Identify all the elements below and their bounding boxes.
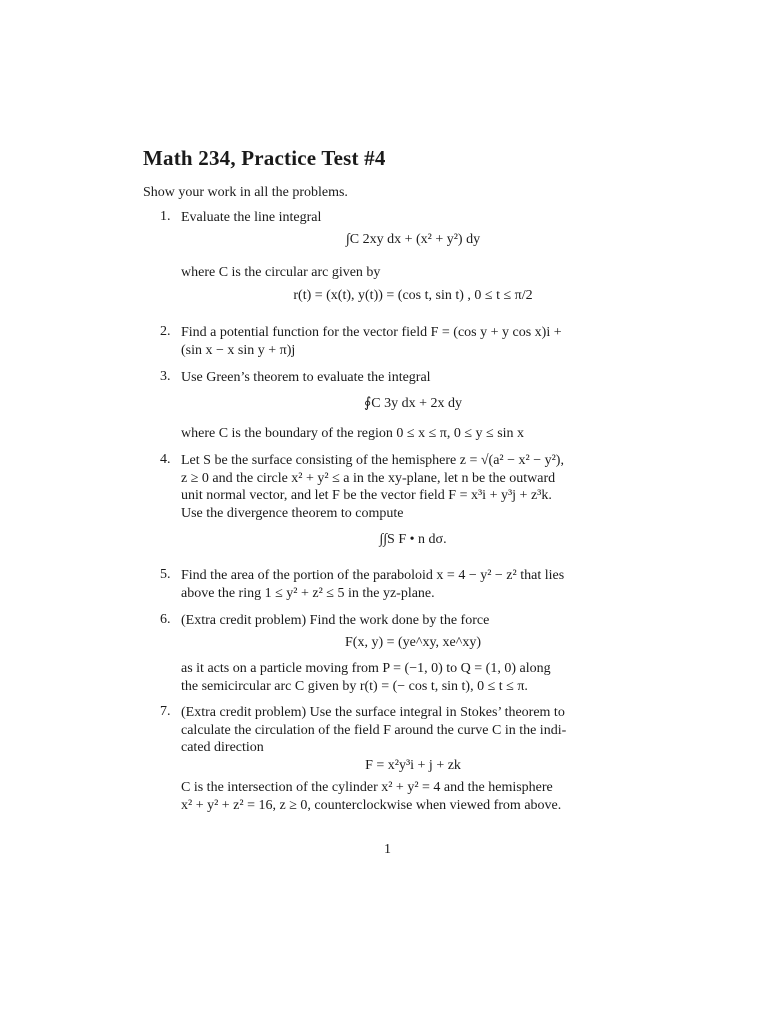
problem-7-field: F = x²y³i + j + zk bbox=[365, 758, 461, 773]
problem-2-line-1: Find a potential function for the vector field F = (cos y + y cos x)i + bbox=[181, 325, 562, 340]
problem-1-integral-text: ∫C 2xy dx + (x² + y²) dy bbox=[345, 232, 481, 247]
page-number: 1 bbox=[384, 842, 391, 857]
problem-3-after: where C is the boundary of the region 0 ≤ x ≤ π, 0 ≤ y ≤ sin x bbox=[181, 426, 525, 441]
problem-6-after-1: as it acts on a particle moving from P = (−1, 0) to Q = (1, 0) along bbox=[181, 661, 551, 676]
problem-4-number: 4. bbox=[160, 452, 171, 467]
problem-4-line-4: Use the divergence theorem to compute bbox=[181, 506, 404, 521]
problem-1-parametrization: r(t) = (x(t), y(t)) = (cos t, sin t) , 0 ≤ t ≤ π/2 bbox=[293, 288, 533, 303]
problem-6-force: F(x, y) = (ye^xy, xe^xy) bbox=[345, 635, 481, 650]
instructions: Show your work in all the problems. bbox=[143, 185, 348, 200]
problem-3-number: 3. bbox=[160, 369, 171, 384]
problem-3-text: Use Green’s theorem to evaluate the integral bbox=[181, 370, 431, 385]
problem-7-after-2: x² + y² + z² = 16, z ≥ 0, counterclockwise when viewed from above. bbox=[181, 798, 562, 813]
problem-7-after-1: C is the intersection of the cylinder x² + y² = 4 and the hemisphere bbox=[181, 780, 553, 795]
problem-7-line-3: cated direction bbox=[181, 740, 264, 755]
problem-4-line-2: z ≥ 0 and the circle x² + y² ≤ a in the xy-plane, let n be the outward bbox=[181, 471, 556, 486]
problem-1-integral bbox=[181, 232, 645, 248]
problem-5-line-1: Find the area of the portion of the paraboloid x = 4 − y² − z² that lies bbox=[181, 568, 565, 583]
problem-1-text: Evaluate the line integral bbox=[181, 210, 322, 225]
problem-5-line-2: above the ring 1 ≤ y² + z² ≤ 5 in the yz-plane. bbox=[181, 586, 435, 601]
problem-4-line-1: Let S be the surface consisting of the hemisphere z = √(a² − x² − y²), bbox=[181, 453, 564, 468]
problem-4-integral: ∫∫S F • n dσ. bbox=[379, 532, 447, 547]
page-title: Math 234, Practice Test #4 bbox=[143, 146, 386, 170]
problem-7-number: 7. bbox=[160, 704, 171, 719]
problem-2-line-2: (sin x − x sin y + π)j bbox=[181, 343, 296, 358]
problem-1-number: 1. bbox=[160, 209, 171, 224]
problem-6-line-1: (Extra credit problem) Find the work done by the force bbox=[181, 613, 490, 628]
problem-6-after-2: the semicircular arc C given by r(t) = (− cos t, sin t), 0 ≤ t ≤ π. bbox=[181, 679, 528, 694]
problem-1-after: where C is the circular arc given by bbox=[181, 265, 381, 280]
problem-7-line-1: (Extra credit problem) Use the surface integral in Stokes’ theorem to bbox=[181, 705, 565, 720]
problem-2-number: 2. bbox=[160, 324, 171, 339]
problem-6-number: 6. bbox=[160, 612, 171, 627]
problem-7-line-2: calculate the circulation of the field F around the curve C in the indi- bbox=[181, 723, 567, 738]
problem-4-line-3: unit normal vector, and let F be the vector field F = x³i + y³j + z³k. bbox=[181, 488, 552, 503]
problem-3-integral: ∮C 3y dx + 2x dy bbox=[363, 396, 463, 411]
problem-5-number: 5. bbox=[160, 567, 171, 582]
